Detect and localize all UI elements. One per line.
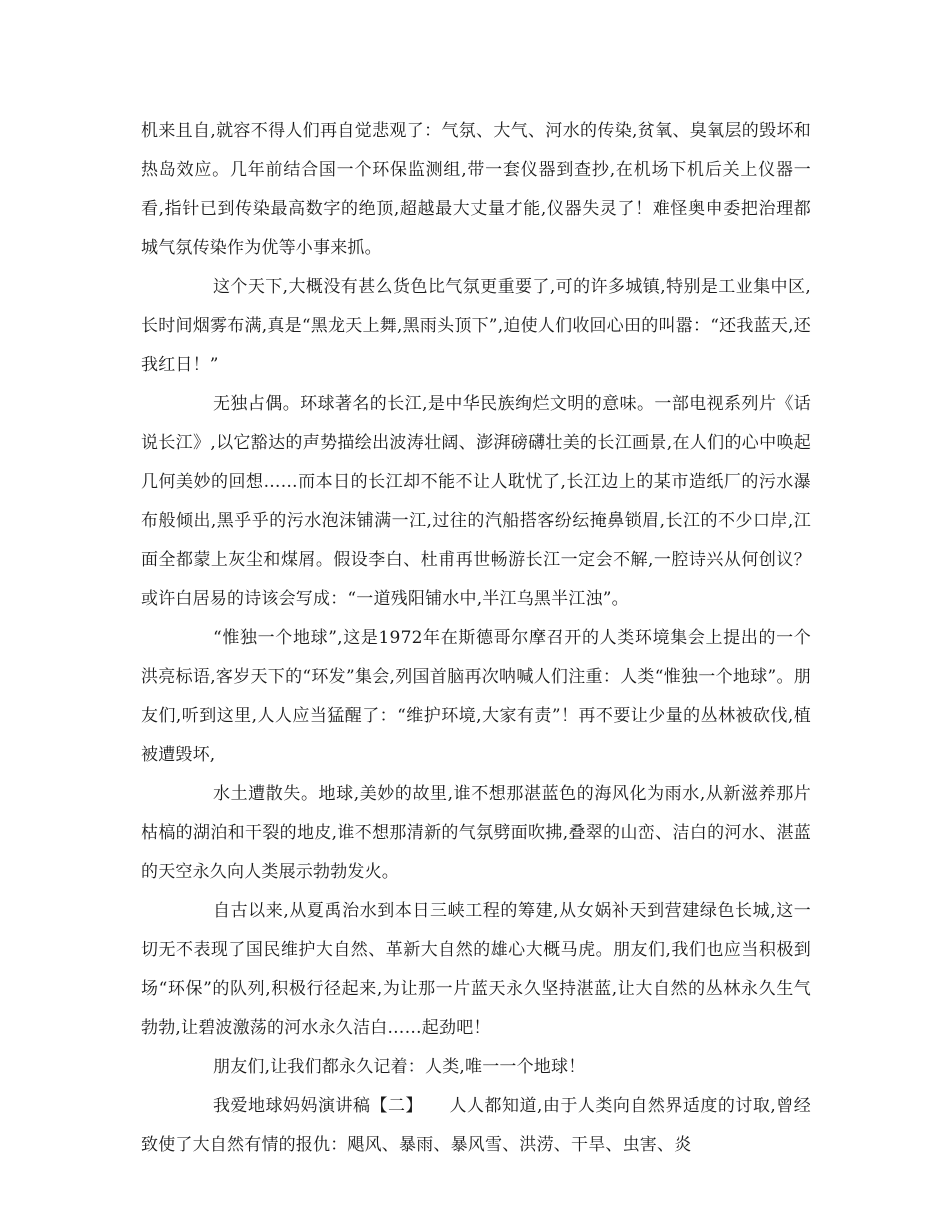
paragraph-5: 水土遭散失。地球,美妙的故里,谁不想那湛蓝色的海风化为雨水,从新滋养那片枯槁的湖泊和干裂的地皮,谁不想那清新的气氛劈面吹拂,叠翠的山峦、洁白的河水、湛蓝的天空永久向人类展示勃勃发火。 <box>141 784 811 882</box>
paragraph-4: “惟独一个地球”,这是1972年在斯德哥尔摩召开的人类环境集会上提出的一个洪亮标语,客岁天下的“环发”集会,列国首脑再次呐喊人们注重：人类“惟独一个地球”。朋友们,听到这里,人人应当猛醒了：“维护环境,大家有责”！再不要让少量的丛林被砍伐,植被遭毁坏, <box>141 628 811 765</box>
paragraph-2: 这个天下,大概没有甚么货色比气氛更重要了,可的许多城镇,特别是工业集中区,长时间烟雾布满,真是“黑龙天上舞,黑雨头顶下”,迫使人们收回心田的叫嚣：“还我蓝天,还我红日！” <box>141 277 811 375</box>
paragraph-7: 朋友们,让我们都永久记着：人类,唯一一个地球！ <box>213 1057 586 1077</box>
document-body <box>141 112 811 1165</box>
paragraph-8: 我爱地球妈妈演讲稿【二】 人人都知道,由于人类向自然界适度的讨取,曾经致使了大自然有情的报仇：飓风、暴雨、暴风雪、洪涝、干旱、虫害、炎 <box>141 1096 811 1155</box>
paragraph-6: 自古以来,从夏禹治水到本日三峡工程的筹建,从女娲补天到营建绿色长城,这一切无不表现了国民维护大自然、革新大自然的雄心大概马虎。朋友们,我们也应当积极到场“环保”的队列,积极行径起来,为让那一片蓝天永久坚持湛蓝,让大自然的丛林永久生气勃勃,让碧波激荡的河水永久洁白……起劲吧！ <box>141 901 811 1038</box>
paragraph-3: 无独占偶。环球著名的长江,是中华民族绚烂文明的意味。一部电视系列片《话说长江》,以它豁达的声势描绘出波涛壮阔、澎湃磅礴壮美的长江画景,在人们的心中唤起几何美妙的回想……而本日的长江却不能不让人耽忧了,长江边上的某市造纸厂的污水瀑布般倾出,黑乎乎的污水泡沫铺满一江,过往的汽船搭客纷纭掩鼻锁眉,长江的不少口岸,江面全都蒙上灰尘和煤屑。假设李白、杜甫再世畅游长江一定会不解,一腔诗兴从何创议？或许白居易的诗该会写成：“一道残阳铺水中,半江乌黑半江浊”。 <box>141 394 811 609</box>
paragraph-1: 机来且自,就容不得人们再自觉悲观了：气氛、大气、河水的传染,贫氧、臭氧层的毁坏和热岛效应。几年前结合国一个环保监测组,带一套仪器到查抄,在机场下机后关上仪器一看,指针已到传染最高数字的绝顶,超越最大丈量才能,仪器失灵了！难怪奥申委把治理都城气氛传染作为优等小事来抓。 <box>141 121 811 258</box>
